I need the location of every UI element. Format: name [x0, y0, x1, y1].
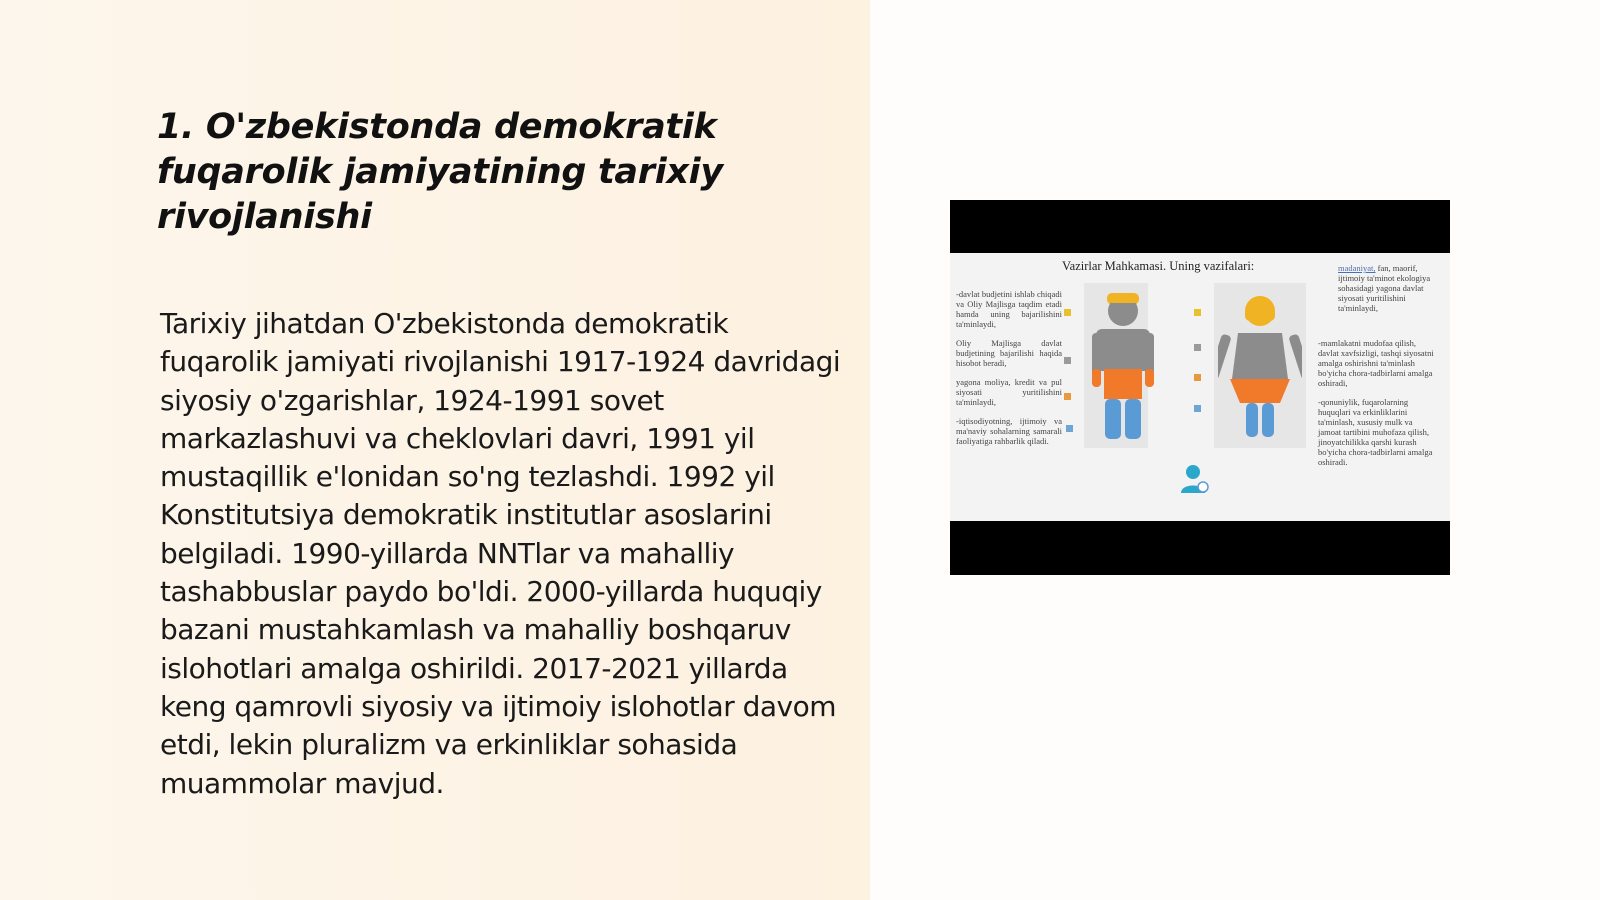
bullet-grey: [1064, 357, 1071, 364]
slide-title: 1. O'zbekistonda demokratik fuqarolik jamiyatining tarixiy rivojlanishi: [157, 107, 723, 237]
bullet-blue: [1066, 425, 1073, 432]
slide-body-text: Tarixiy jihatdan O'zbekistonda demokratik fuqarolik jamiyati rivojlanishi 1917-1924 davridagi siyosiy o'zgarishlar, 1924-1991 sovet markazlashuvi va cheklovlari davri, 1991 yil mustaqillik e'lonidan so'ng tezlashdi. 1992 yil Konstitutsiya demokratik institutlar asoslarini belgiladi. 1990-yillarda NNTlar va mahalliy tashabbuslar paydo bo'ldi. 2000-yillarda huquqiy bazani mustahkamlash va mahalliy boshqaruv islohotlari amalga oshirildi. 2017-2021 yillarda keng qamrovli siyosiy va ijtimoiy islohotlar davom etdi, lekin pluralizm va erkinliklar sohasida muammolar mavjud.: [160, 307, 841, 800]
bullet-yellow: [1194, 309, 1201, 316]
embedded-link-text: madaniyat,: [1338, 263, 1376, 273]
embedded-left-column: [956, 289, 1062, 455]
embedded-right-top-item: [1338, 263, 1438, 313]
embedded-left-item: -davlat budjetini ishlab chiqadi va Oliy Majlisga taqdim etadi hamda uning bajarilishini ta'minlaydi,: [956, 289, 1062, 329]
female-figure-icon: [1218, 291, 1302, 441]
embedded-right-column: [1318, 338, 1436, 476]
embedded-slide-content: [950, 253, 1450, 521]
bullet-blue: [1194, 405, 1201, 412]
embedded-right-item: -mamlakatni mudofaa qilish, davlat xavfsizligi, tashqi siyosatni amalga oshirishni ta'minlash bo'yicha chora-tadbirlarni amalga oshiradi,: [1318, 338, 1434, 388]
embedded-slide-image: [950, 200, 1450, 575]
embedded-slide-title: Vazirlar Mahkamasi. Uning vazifalari:: [1062, 259, 1255, 273]
embedded-right-top-text: fan, maorif, ijtimoiy ta'minot ekologiya sohasidagi yagona davlat siyosati yuritilishini ta'minlaydi,: [1338, 263, 1431, 313]
bullet-yellow: [1064, 309, 1071, 316]
user-icon: [1178, 463, 1212, 497]
embedded-right-item: -qonuniylik, fuqarolarning huquqlari va erkinliklarini ta'minlash, xususiy mulk va jamoat tartibini muhofaza qilish, jinoyatchilikka qarshi kurash bo'yicha chora-tadbirlarni amalga oshiradi.: [1318, 397, 1433, 467]
male-figure-icon: [1090, 291, 1160, 441]
bullet-orange: [1064, 393, 1071, 400]
embedded-left-item: -iqtisodiyotning, ijtimoiy va ma'naviy sohalarning samarali faoliyatiga rahbarlik qiladi.: [956, 416, 1062, 446]
bullet-grey: [1194, 344, 1201, 351]
bullet-orange: [1194, 374, 1201, 381]
embedded-left-item: Oliy Majlisga davlat budjetining bajarilishi haqida hisobot beradi,: [956, 338, 1062, 368]
embedded-left-item: yagona moliya, kredit va pul siyosati yuritilishini ta'minlaydi,: [956, 377, 1062, 407]
